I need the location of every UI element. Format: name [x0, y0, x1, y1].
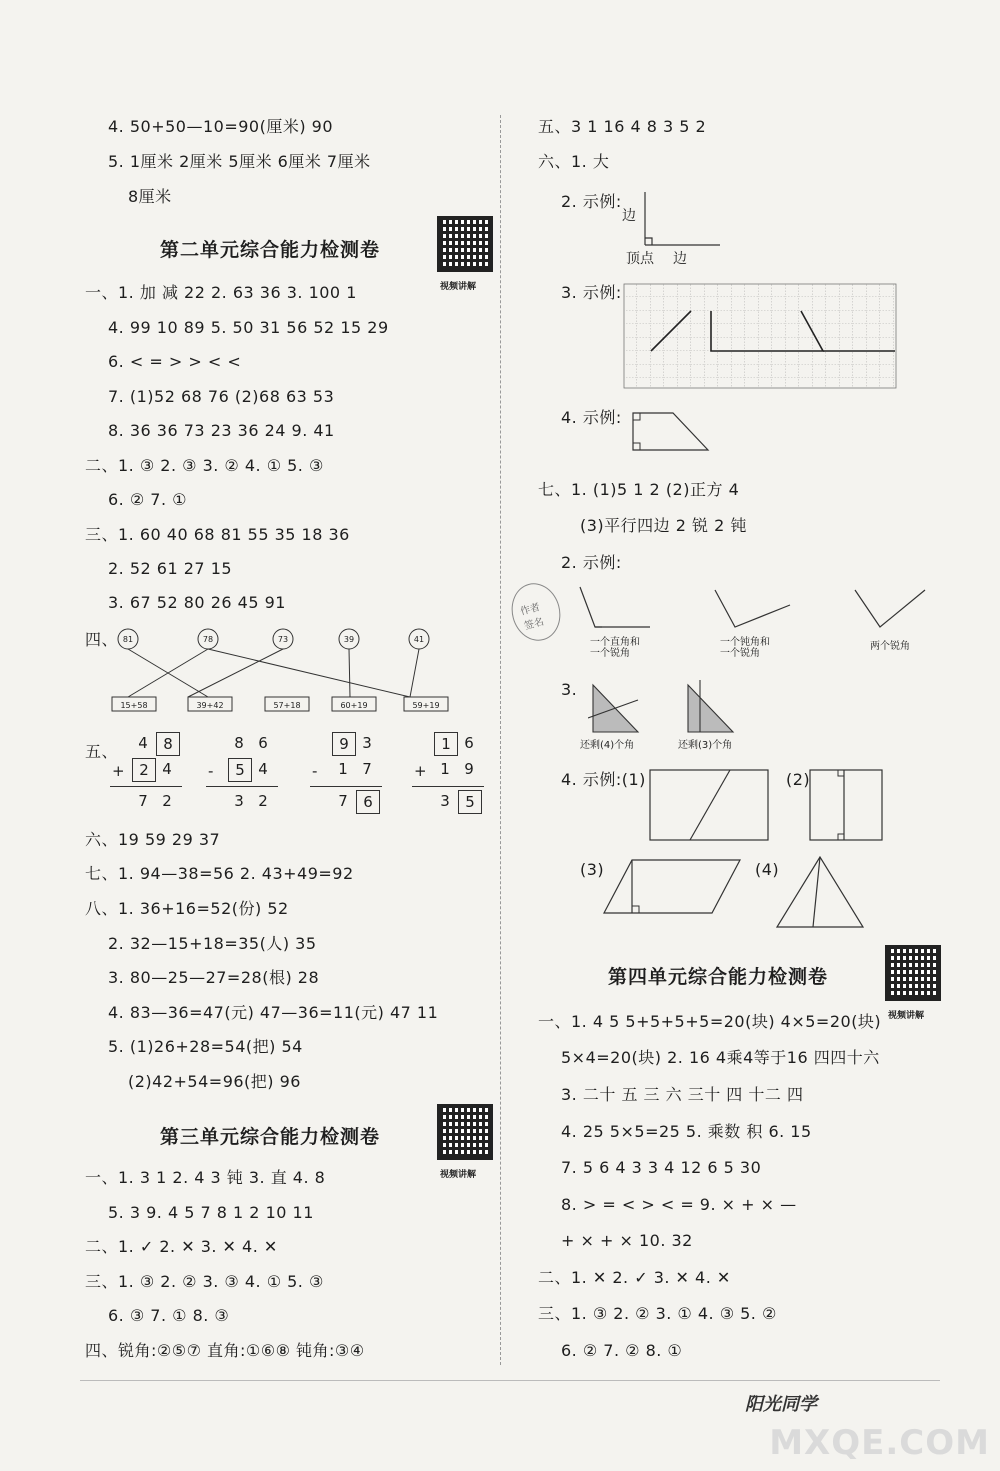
dot-grid-figure [623, 283, 898, 389]
digit: 7 [338, 792, 348, 810]
cut-caption: 还剩(4)个角 [580, 740, 635, 751]
trapezoid-figure [628, 410, 713, 455]
split-rectangle-1 [648, 768, 770, 843]
digit: 5 [228, 758, 252, 782]
question-label: 五、 [85, 742, 119, 761]
column-divider [500, 115, 501, 1365]
answer-line: 4. 99 10 89 5. 50 31 56 52 15 29 [108, 318, 389, 337]
question-label: 4. 示例:(1) [561, 770, 646, 789]
answer-line: 8厘米 [128, 187, 172, 206]
unit3-title: 第三单元综合能力检测卷 [160, 1126, 381, 1148]
operator: - [208, 762, 214, 780]
answer-line: 6. ③ 7. ① 8. ③ [108, 1306, 230, 1325]
qr-code-icon[interactable] [437, 1104, 493, 1160]
answer-line: 5. 1厘米 2厘米 5厘米 6厘米 7厘米 [108, 152, 371, 171]
digit: 2 [132, 758, 156, 782]
split-triangle [775, 855, 865, 930]
digit: 9 [464, 760, 474, 778]
answer-line: 一、1. 加 减 22 2. 63 36 3. 100 1 [85, 283, 357, 302]
match-bottom-label: 39+42 [196, 701, 224, 710]
answer-line: 3. 80—25—27=28(根) 28 [108, 968, 320, 987]
stamp-text: 作者 签名 [519, 602, 546, 633]
answer-line: 6. < = > > < < [108, 352, 242, 371]
digit: 3 [362, 734, 372, 752]
answer-line: 七、1. (1)5 1 2 (2)正方 4 [538, 480, 740, 499]
side-label: 边 [673, 251, 687, 267]
matching-diagram [110, 625, 455, 720]
answer-line: 2. 32—15+18=35(人) 35 [108, 934, 317, 953]
answer-line: 三、1. ③ 2. ② 3. ③ 4. ① 5. ③ [85, 1272, 324, 1291]
answer-line: 一、1. 3 1 2. 4 3 钝 3. 直 4. 8 [85, 1168, 326, 1187]
digit: 7 [138, 792, 148, 810]
digit: 1 [440, 760, 450, 778]
answer-line: 三、1. 60 40 68 81 55 35 18 36 [85, 525, 350, 544]
answer-line: + × + × 10. 32 [561, 1231, 693, 1250]
match-bottom-label: 60+19 [340, 701, 368, 710]
answer-line: 一、1. 4 5 5+5+5+5=20(块) 4×5=20(块) [538, 1012, 882, 1031]
question-label: (2) [786, 770, 811, 789]
question-label: 3. [561, 680, 578, 699]
vertical-problem [412, 730, 492, 820]
sum-line [110, 786, 182, 787]
answer-line: 8. > = < > < = 9. × + × — [561, 1195, 797, 1214]
vertical-problem [110, 730, 190, 820]
digit: 3 [440, 792, 450, 810]
digit: 6 [258, 734, 268, 752]
vertex-label: 顶点 [626, 251, 654, 267]
match-top-label: 39 [343, 635, 355, 644]
angle-caption: 两个锐角 [870, 641, 910, 652]
answer-line: 七、1. 94—38=56 2. 43+49=92 [85, 864, 354, 883]
answer-line: 六、19 59 29 37 [85, 830, 221, 849]
question-label: 四、 [85, 630, 119, 649]
answer-line: 4. 示例: [561, 408, 622, 427]
answer-line: 6. ② 7. ① [108, 490, 187, 509]
digit: 3 [234, 792, 244, 810]
angle-figures [575, 585, 935, 635]
answer-line: (2)42+54=96(把) 96 [128, 1072, 301, 1091]
digit: 6 [464, 734, 474, 752]
match-top-label: 78 [202, 635, 214, 644]
sum-line [310, 786, 382, 787]
answer-line: 五、3 1 16 4 8 3 5 2 [538, 117, 707, 136]
answer-line: 八、1. 36+16=52(份) 52 [85, 899, 289, 918]
answer-line: (3)平行四边 2 锐 2 钝 [580, 516, 747, 535]
qr-code-icon[interactable] [885, 945, 941, 1001]
answer-line: 7. 5 6 4 3 3 4 12 6 5 30 [561, 1158, 762, 1177]
unit4-title: 第四单元综合能力检测卷 [608, 966, 829, 988]
digit: 4 [258, 760, 268, 778]
answer-line: 二、1. ③ 2. ③ 3. ② 4. ① 5. ③ [85, 456, 324, 475]
brand-logo: 阳光同学 [745, 1394, 817, 1415]
answer-line: 2. 52 61 27 15 [108, 559, 233, 578]
split-rectangle-2 [808, 768, 886, 843]
qr-caption: 视频讲解 [888, 1011, 925, 1021]
digit: 1 [434, 732, 458, 756]
cut-triangles [588, 680, 748, 740]
answer-line: 4. 50+50—10=90(厘米) 90 [108, 117, 334, 136]
answer-line: 六、1. 大 [538, 152, 610, 171]
vertical-arithmetic [110, 730, 490, 820]
angle-caption: 一个钝角和 一个锐角 [720, 637, 770, 659]
answer-line: 三、1. ③ 2. ② 3. ① 4. ③ 5. ② [538, 1304, 777, 1323]
match-top-label: 41 [413, 635, 425, 644]
digit: 4 [138, 734, 148, 752]
answer-line: 3. 示例: [561, 283, 622, 302]
vertical-problem [206, 730, 286, 820]
sum-line [412, 786, 484, 787]
match-bottom-label: 57+18 [273, 701, 301, 710]
digit: 2 [258, 792, 268, 810]
match-top-label: 81 [122, 635, 134, 644]
answer-line: 5. 3 9. 4 5 7 8 1 2 10 11 [108, 1203, 314, 1222]
qr-caption: 视频讲解 [440, 1170, 477, 1180]
answer-line: 5×4=20(块) 2. 16 4乘4等于16 四四十六 [561, 1048, 880, 1067]
match-bottom-label: 15+58 [120, 701, 148, 710]
question-label: (4) [755, 860, 780, 879]
operator: - [312, 762, 318, 780]
answer-line: 4. 83—36=47(元) 47—36=11(元) 47 11 [108, 1003, 439, 1022]
watermark: MXQE.COM [769, 1423, 990, 1463]
answer-line: 3. 67 52 80 26 45 91 [108, 593, 286, 612]
digit: 2 [162, 792, 172, 810]
digit: 1 [338, 760, 348, 778]
question-label: (3) [580, 860, 605, 879]
answer-line: 四、锐角:②⑤⑦ 直角:①⑥⑧ 钝角:③④ [85, 1341, 365, 1360]
answer-line: 二、1. ✕ 2. ✓ 3. ✕ 4. ✕ [538, 1268, 731, 1287]
answer-line: 2. 示例: [561, 192, 622, 211]
answer-line: 7. (1)52 68 76 (2)68 63 53 [108, 387, 335, 406]
sum-line [206, 786, 278, 787]
digit: 9 [332, 732, 356, 756]
cut-caption: 还剩(3)个角 [678, 740, 733, 751]
answer-line: 6. ② 7. ② 8. ① [561, 1341, 683, 1360]
qr-code-icon[interactable] [437, 216, 493, 272]
digit: 5 [458, 790, 482, 814]
split-parallelogram [602, 858, 742, 918]
operator: + [112, 762, 125, 780]
stamp-mark [505, 578, 566, 646]
side-label: 边 [622, 208, 636, 224]
digit: 8 [156, 732, 180, 756]
answer-line: 2. 示例: [561, 553, 622, 572]
match-top-label: 73 [277, 635, 289, 644]
digit: 6 [356, 790, 380, 814]
digit: 8 [234, 734, 244, 752]
answer-line: 5. (1)26+28=54(把) 54 [108, 1037, 303, 1056]
unit2-title: 第二单元综合能力检测卷 [160, 239, 381, 261]
footer-rule [80, 1380, 940, 1381]
answer-line: 8. 36 36 73 23 36 24 9. 41 [108, 421, 335, 440]
answer-line: 3. 二十 五 三 六 三十 四 十二 四 [561, 1085, 804, 1104]
vertical-problem [310, 730, 390, 820]
answer-line: 4. 25 5×5=25 5. 乘数 积 6. 15 [561, 1122, 812, 1141]
match-bottom-label: 59+19 [412, 701, 440, 710]
digit: 4 [162, 760, 172, 778]
angle-caption: 一个直角和 一个锐角 [590, 637, 640, 659]
qr-caption: 视频讲解 [440, 282, 477, 292]
operator: + [414, 762, 427, 780]
digit: 7 [362, 760, 372, 778]
answer-line: 二、1. ✓ 2. ✕ 3. ✕ 4. ✕ [85, 1237, 278, 1256]
